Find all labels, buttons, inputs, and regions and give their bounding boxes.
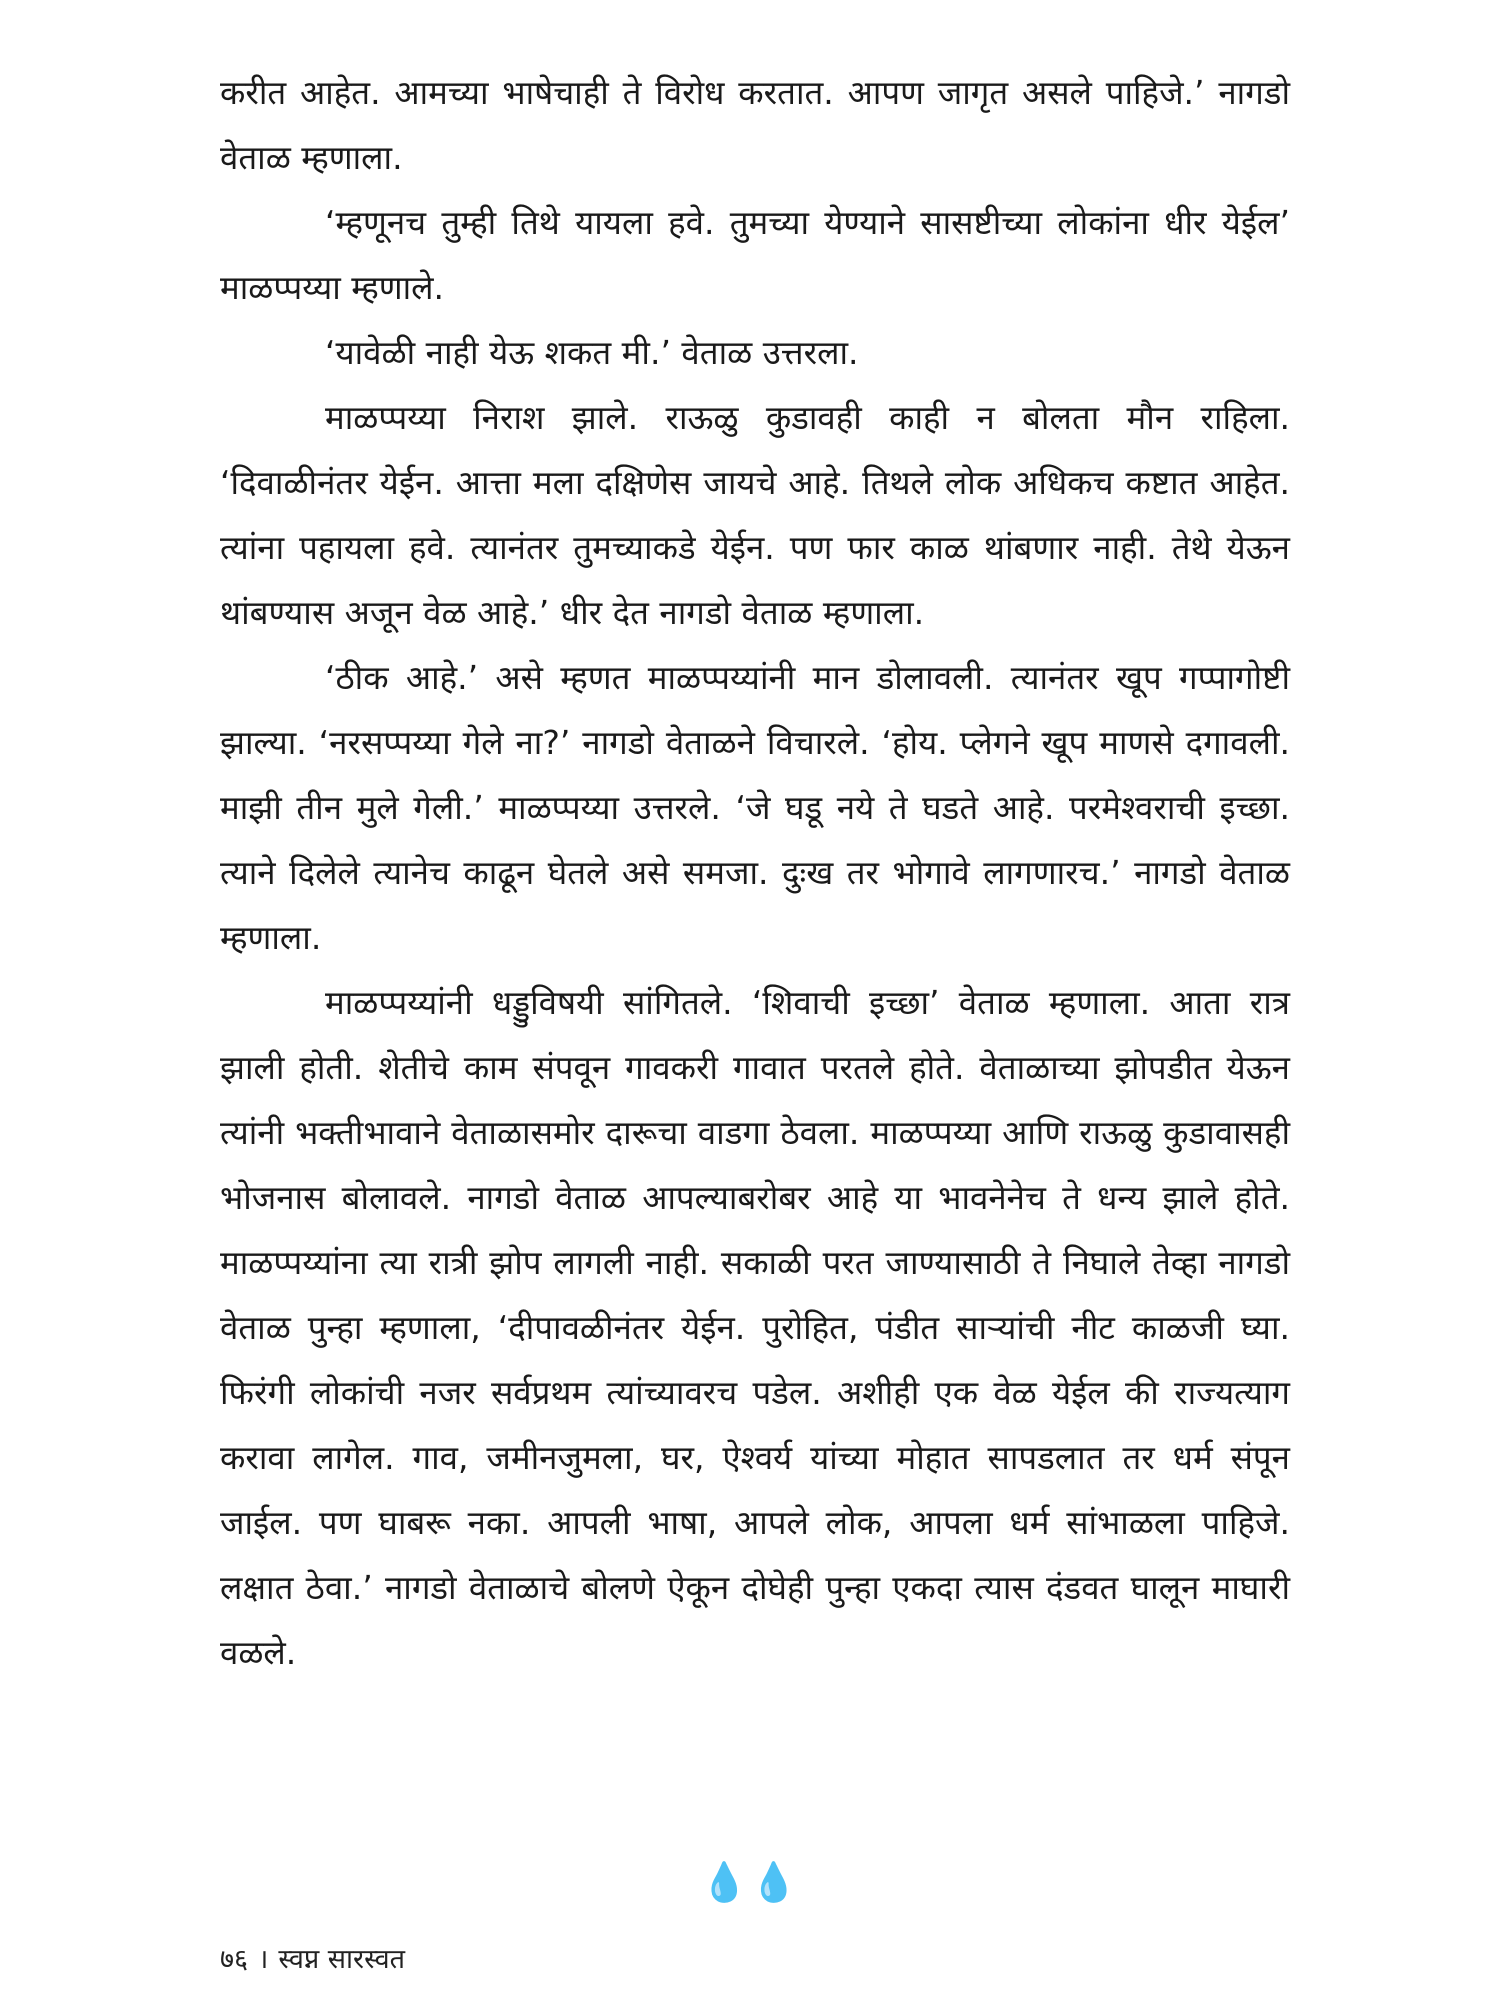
paragraph-3: ‘यावेळी नाही येऊ शकत मी.’ वेताळ उत्तरला. xyxy=(325,333,859,372)
page-body xyxy=(220,60,1290,1685)
chapter-end-ornament: 💧💧 xyxy=(700,1860,800,1904)
footer-separator: । xyxy=(258,1944,269,1975)
paragraph-6: माळप्पय्यांनी धड्डुविषयी सांगितले. ‘शिवाची इच्छा’ वेताळ म्हणाला. आता रात्र झाली होती. शेतीचे काम संपवून गावकरी गावात परतले होते. वेताळाच्या झोपडीत येऊन त्यांनी भक्तीभावाने वेताळासमोर दारूचा वाडगा ठेवला. माळप्पय्या आणि राऊळु कुडावासही भोजनास बोलावले. नागडो वेताळ आपल्याबरोबर आहे या भावनेनेच ते धन्य झाले होते. माळप्पय्यांना त्या रात्री झोप लागली नाही. सकाळी परत जाण्यासाठी ते निघाले तेव्हा नागडो वेताळ पुन्हा म्हणाला, ‘दीपावळीनंतर येईन. पुरोहित, पंडीत साऱ्यांची नीट काळजी घ्या. फिरंगी लोकांची नजर सर्वप्रथम त्यांच्यावरच पडेल. अशीही एक वेळ येईल की राज्यत्याग करावा लागेल. गाव, जमीनजुमला, घर, ऐश्वर्य यांच्या मोहात सापडलात तर धर्म संपून जाईल. पण घाबरू नका. आपली भाषा, आपले लोक, आपला धर्म सांभाळला पाहिजे. लक्षात ठेवा.’ नागडो वेताळाचे बोलणे ऐकून दोघेही पुन्हा एकदा त्यास दंडवत घालून माघारी वळले. xyxy=(220,983,1290,1672)
paragraph-1: करीत आहेत. आमच्या भाषेचाही ते विरोध करतात. आपण जागृत असले पाहिजे.’ नागडो वेताळ म्हणाला. xyxy=(220,73,1290,177)
page-number: ७६ xyxy=(220,1944,249,1975)
paragraph-2: ‘म्हणूनच तुम्ही तिथे यायला हवे. तुमच्या येण्याने सासष्टीच्या लोकांना धीर येईल’ माळप्पय्या म्हणाले. xyxy=(220,203,1290,307)
paragraph-4: माळप्पय्या निराश झाले. राऊळु कुडावही काही न बोलता मौन राहिला. ‘दिवाळीनंतर येईन. आत्ता मला दक्षिणेस जायचे आहे. तिथले लोक अधिकच कष्टात आहेत. त्यांना पहायला हवे. त्यानंतर तुमच्याकडे येईन. पण फार काळ थांबणार नाही. तेथे येऊन थांबण्यास अजून वेळ आहे.’ धीर देत नागडो वेताळ म्हणाला. xyxy=(220,398,1290,632)
book-title: स्वप्न सारस्वत xyxy=(278,1944,405,1975)
paragraph-5: ‘ठीक आहे.’ असे म्हणत माळप्पय्यांनी मान डोलावली. त्यानंतर खूप गप्पागोष्टी झाल्या. ‘नरसप्पय्या गेले ना?’ नागडो वेताळने विचारले. ‘होय. प्लेगने खूप माणसे दगावली. माझी तीन मुले गेली.’ माळप्पय्या उत्तरले. ‘जे घडू नये ते घडते आहे. परमेश्वराची इच्छा. त्याने दिलेले त्यानेच काढून घेतले असे समजा. दुःख तर भोगावे लागणारच.’ नागडो वेताळ म्हणाला. xyxy=(220,658,1290,957)
page-footer xyxy=(220,1942,405,1978)
